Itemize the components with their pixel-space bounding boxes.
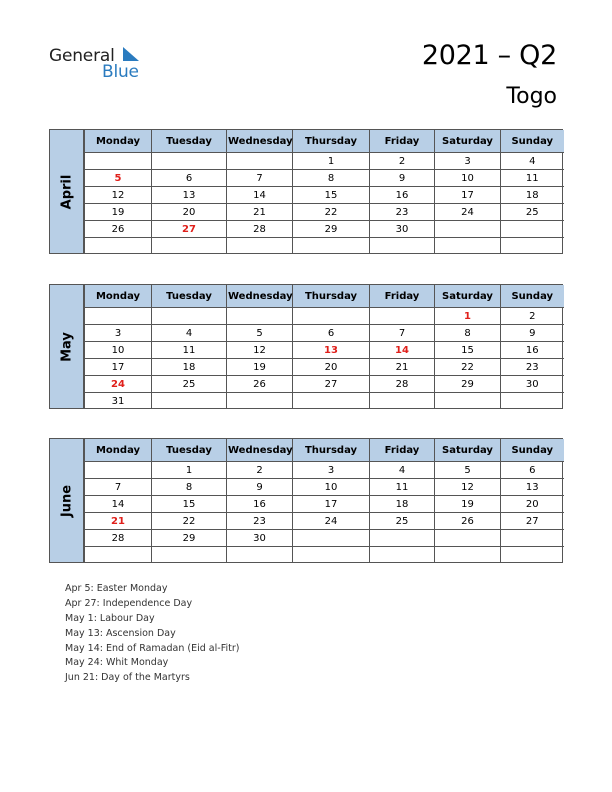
day-cell: 19 bbox=[435, 496, 501, 513]
week-row bbox=[85, 342, 564, 359]
day-cell: 27 bbox=[501, 513, 564, 530]
day-cell: 18 bbox=[501, 187, 564, 204]
day-cell: 3 bbox=[85, 325, 152, 342]
day-cell bbox=[152, 308, 227, 325]
brand-word-general: General bbox=[49, 46, 115, 66]
month-label-panel bbox=[50, 285, 84, 408]
day-cell: 15 bbox=[293, 187, 370, 204]
day-cell: 26 bbox=[85, 221, 152, 238]
weekday-header: Friday bbox=[370, 130, 435, 153]
day-cell: 8 bbox=[293, 170, 370, 187]
day-cell bbox=[152, 153, 227, 170]
weekday-header: Sunday bbox=[501, 130, 564, 153]
calendar-grid bbox=[84, 130, 564, 254]
day-cell bbox=[293, 393, 370, 410]
day-cell bbox=[370, 238, 435, 255]
brand-flag-icon bbox=[121, 47, 141, 63]
day-cell bbox=[152, 547, 227, 564]
day-cell bbox=[293, 308, 370, 325]
day-cell bbox=[435, 547, 501, 564]
day-cell bbox=[435, 393, 501, 410]
holiday-notes bbox=[65, 583, 239, 687]
day-cell: 22 bbox=[435, 359, 501, 376]
weekday-header: Thursday bbox=[293, 285, 370, 308]
day-cell: 5 bbox=[85, 170, 152, 187]
day-cell: 11 bbox=[152, 342, 227, 359]
day-cell: 2 bbox=[501, 308, 564, 325]
week-row bbox=[85, 547, 564, 564]
week-row bbox=[85, 221, 564, 238]
day-cell: 15 bbox=[435, 342, 501, 359]
month-label-panel bbox=[50, 439, 84, 562]
day-cell: 25 bbox=[370, 513, 435, 530]
day-cell: 17 bbox=[435, 187, 501, 204]
weekday-header: Wednesday bbox=[227, 130, 293, 153]
day-cell: 23 bbox=[501, 359, 564, 376]
weekday-header: Tuesday bbox=[152, 130, 227, 153]
day-cell: 30 bbox=[227, 530, 293, 547]
month-calendar-june bbox=[49, 438, 563, 563]
day-cell: 23 bbox=[370, 204, 435, 221]
brand-word-blue: Blue bbox=[102, 62, 139, 82]
week-row bbox=[85, 530, 564, 547]
day-cell: 10 bbox=[85, 342, 152, 359]
weekday-header: Sunday bbox=[501, 439, 564, 462]
day-cell: 31 bbox=[85, 393, 152, 410]
day-cell bbox=[227, 547, 293, 564]
day-cell: 25 bbox=[152, 376, 227, 393]
day-cell: 1 bbox=[152, 462, 227, 479]
holiday-note: Apr 5: Easter Monday bbox=[65, 583, 168, 594]
weekday-header: Thursday bbox=[293, 130, 370, 153]
day-cell: 12 bbox=[85, 187, 152, 204]
day-cell: 1 bbox=[293, 153, 370, 170]
day-cell: 30 bbox=[501, 376, 564, 393]
holiday-note: May 14: End of Ramadan (Eid al-Fitr) bbox=[65, 642, 240, 654]
day-cell: 15 bbox=[152, 496, 227, 513]
day-cell: 16 bbox=[501, 342, 564, 359]
day-cell bbox=[227, 238, 293, 255]
day-cell: 14 bbox=[227, 187, 293, 204]
day-cell: 4 bbox=[501, 153, 564, 170]
holiday-note: Jun 21: Day of the Martyrs bbox=[65, 672, 190, 684]
holiday-note: Apr 27: Independence Day bbox=[65, 597, 193, 609]
weekday-header: Saturday bbox=[435, 285, 501, 308]
day-cell bbox=[152, 238, 227, 255]
day-cell bbox=[293, 238, 370, 255]
calendar-grid bbox=[84, 285, 564, 409]
week-row bbox=[85, 187, 564, 204]
day-cell: 20 bbox=[152, 204, 227, 221]
weekday-header: Monday bbox=[85, 285, 152, 308]
week-row bbox=[85, 359, 564, 376]
day-cell bbox=[501, 238, 564, 255]
day-cell: 7 bbox=[370, 325, 435, 342]
week-row bbox=[85, 204, 564, 221]
day-cell: 13 bbox=[152, 187, 227, 204]
day-cell: 28 bbox=[370, 376, 435, 393]
day-cell bbox=[85, 153, 152, 170]
day-cell: 14 bbox=[85, 496, 152, 513]
weekday-header: Monday bbox=[85, 130, 152, 153]
weekday-header: Friday bbox=[370, 285, 435, 308]
day-cell: 2 bbox=[227, 462, 293, 479]
week-row bbox=[85, 513, 564, 530]
week-row bbox=[85, 153, 564, 170]
month-name: April bbox=[59, 174, 74, 209]
weekday-header: Monday bbox=[85, 439, 152, 462]
weekday-header: Friday bbox=[370, 439, 435, 462]
day-cell: 29 bbox=[293, 221, 370, 238]
day-cell bbox=[293, 530, 370, 547]
weekday-header: Saturday bbox=[435, 439, 501, 462]
day-cell: 26 bbox=[435, 513, 501, 530]
day-cell: 22 bbox=[293, 204, 370, 221]
day-cell: 20 bbox=[501, 496, 564, 513]
day-cell: 17 bbox=[85, 359, 152, 376]
day-cell: 6 bbox=[152, 170, 227, 187]
day-cell: 17 bbox=[293, 496, 370, 513]
day-cell: 14 bbox=[370, 342, 435, 359]
day-cell: 18 bbox=[152, 359, 227, 376]
weekday-header: Wednesday bbox=[227, 285, 293, 308]
weekday-header: Saturday bbox=[435, 130, 501, 153]
day-cell bbox=[435, 221, 501, 238]
day-cell bbox=[501, 547, 564, 564]
day-cell bbox=[501, 221, 564, 238]
day-cell bbox=[435, 530, 501, 547]
weekday-header: Tuesday bbox=[152, 439, 227, 462]
day-cell: 19 bbox=[85, 204, 152, 221]
day-cell: 26 bbox=[227, 376, 293, 393]
day-cell: 13 bbox=[501, 479, 564, 496]
day-cell: 27 bbox=[293, 376, 370, 393]
day-cell: 9 bbox=[227, 479, 293, 496]
week-row bbox=[85, 238, 564, 255]
day-cell: 28 bbox=[227, 221, 293, 238]
day-cell: 19 bbox=[227, 359, 293, 376]
month-calendar-may bbox=[49, 284, 563, 409]
day-cell bbox=[370, 393, 435, 410]
day-cell: 8 bbox=[152, 479, 227, 496]
day-cell: 4 bbox=[370, 462, 435, 479]
weekday-header: Thursday bbox=[293, 439, 370, 462]
day-cell: 10 bbox=[293, 479, 370, 496]
day-cell bbox=[227, 393, 293, 410]
day-cell: 18 bbox=[370, 496, 435, 513]
day-cell: 4 bbox=[152, 325, 227, 342]
day-cell: 2 bbox=[370, 153, 435, 170]
day-cell: 20 bbox=[293, 359, 370, 376]
week-row bbox=[85, 308, 564, 325]
holiday-note: May 13: Ascension Day bbox=[65, 627, 176, 639]
day-cell: 6 bbox=[501, 462, 564, 479]
holiday-note: May 24: Whit Monday bbox=[65, 657, 169, 669]
day-cell: 27 bbox=[152, 221, 227, 238]
day-cell bbox=[152, 393, 227, 410]
weekday-header-row bbox=[85, 285, 564, 308]
month-name: May bbox=[59, 331, 74, 362]
holiday-note: May 1: Labour Day bbox=[65, 612, 155, 624]
day-cell bbox=[85, 462, 152, 479]
day-cell: 11 bbox=[370, 479, 435, 496]
month-name: June bbox=[59, 484, 74, 517]
day-cell: 16 bbox=[370, 187, 435, 204]
day-cell: 24 bbox=[435, 204, 501, 221]
day-cell bbox=[501, 530, 564, 547]
country-name: Togo bbox=[506, 84, 557, 109]
week-row bbox=[85, 325, 564, 342]
day-cell: 5 bbox=[435, 462, 501, 479]
weekday-header-row bbox=[85, 130, 564, 153]
week-row bbox=[85, 393, 564, 410]
day-cell bbox=[370, 547, 435, 564]
calendar-grid bbox=[84, 439, 564, 563]
day-cell: 23 bbox=[227, 513, 293, 530]
day-cell: 7 bbox=[85, 479, 152, 496]
week-row bbox=[85, 376, 564, 393]
day-cell bbox=[293, 547, 370, 564]
weekday-header: Wednesday bbox=[227, 439, 293, 462]
day-cell: 29 bbox=[435, 376, 501, 393]
day-cell: 5 bbox=[227, 325, 293, 342]
day-cell: 25 bbox=[501, 204, 564, 221]
day-cell bbox=[501, 393, 564, 410]
weekday-header: Tuesday bbox=[152, 285, 227, 308]
page-title: 2021 – Q2 bbox=[421, 40, 557, 71]
day-cell: 22 bbox=[152, 513, 227, 530]
day-cell: 6 bbox=[293, 325, 370, 342]
day-cell bbox=[85, 238, 152, 255]
day-cell bbox=[370, 530, 435, 547]
week-row bbox=[85, 170, 564, 187]
day-cell bbox=[227, 308, 293, 325]
day-cell bbox=[227, 153, 293, 170]
day-cell: 8 bbox=[435, 325, 501, 342]
week-row bbox=[85, 462, 564, 479]
week-row bbox=[85, 496, 564, 513]
brand-logo bbox=[49, 44, 169, 84]
day-cell: 3 bbox=[293, 462, 370, 479]
day-cell: 21 bbox=[370, 359, 435, 376]
day-cell: 29 bbox=[152, 530, 227, 547]
day-cell: 3 bbox=[435, 153, 501, 170]
day-cell bbox=[85, 308, 152, 325]
month-calendar-april bbox=[49, 129, 563, 254]
week-row bbox=[85, 479, 564, 496]
weekday-header-row bbox=[85, 439, 564, 462]
day-cell: 12 bbox=[435, 479, 501, 496]
weekday-header: Sunday bbox=[501, 285, 564, 308]
day-cell: 12 bbox=[227, 342, 293, 359]
month-label-panel bbox=[50, 130, 84, 253]
day-cell: 11 bbox=[501, 170, 564, 187]
day-cell: 30 bbox=[370, 221, 435, 238]
day-cell: 9 bbox=[370, 170, 435, 187]
day-cell: 21 bbox=[85, 513, 152, 530]
day-cell: 7 bbox=[227, 170, 293, 187]
day-cell: 28 bbox=[85, 530, 152, 547]
day-cell: 16 bbox=[227, 496, 293, 513]
day-cell: 24 bbox=[293, 513, 370, 530]
day-cell: 1 bbox=[435, 308, 501, 325]
day-cell: 10 bbox=[435, 170, 501, 187]
day-cell bbox=[85, 547, 152, 564]
day-cell: 13 bbox=[293, 342, 370, 359]
day-cell: 21 bbox=[227, 204, 293, 221]
day-cell: 9 bbox=[501, 325, 564, 342]
day-cell bbox=[435, 238, 501, 255]
day-cell bbox=[370, 308, 435, 325]
day-cell: 24 bbox=[85, 376, 152, 393]
